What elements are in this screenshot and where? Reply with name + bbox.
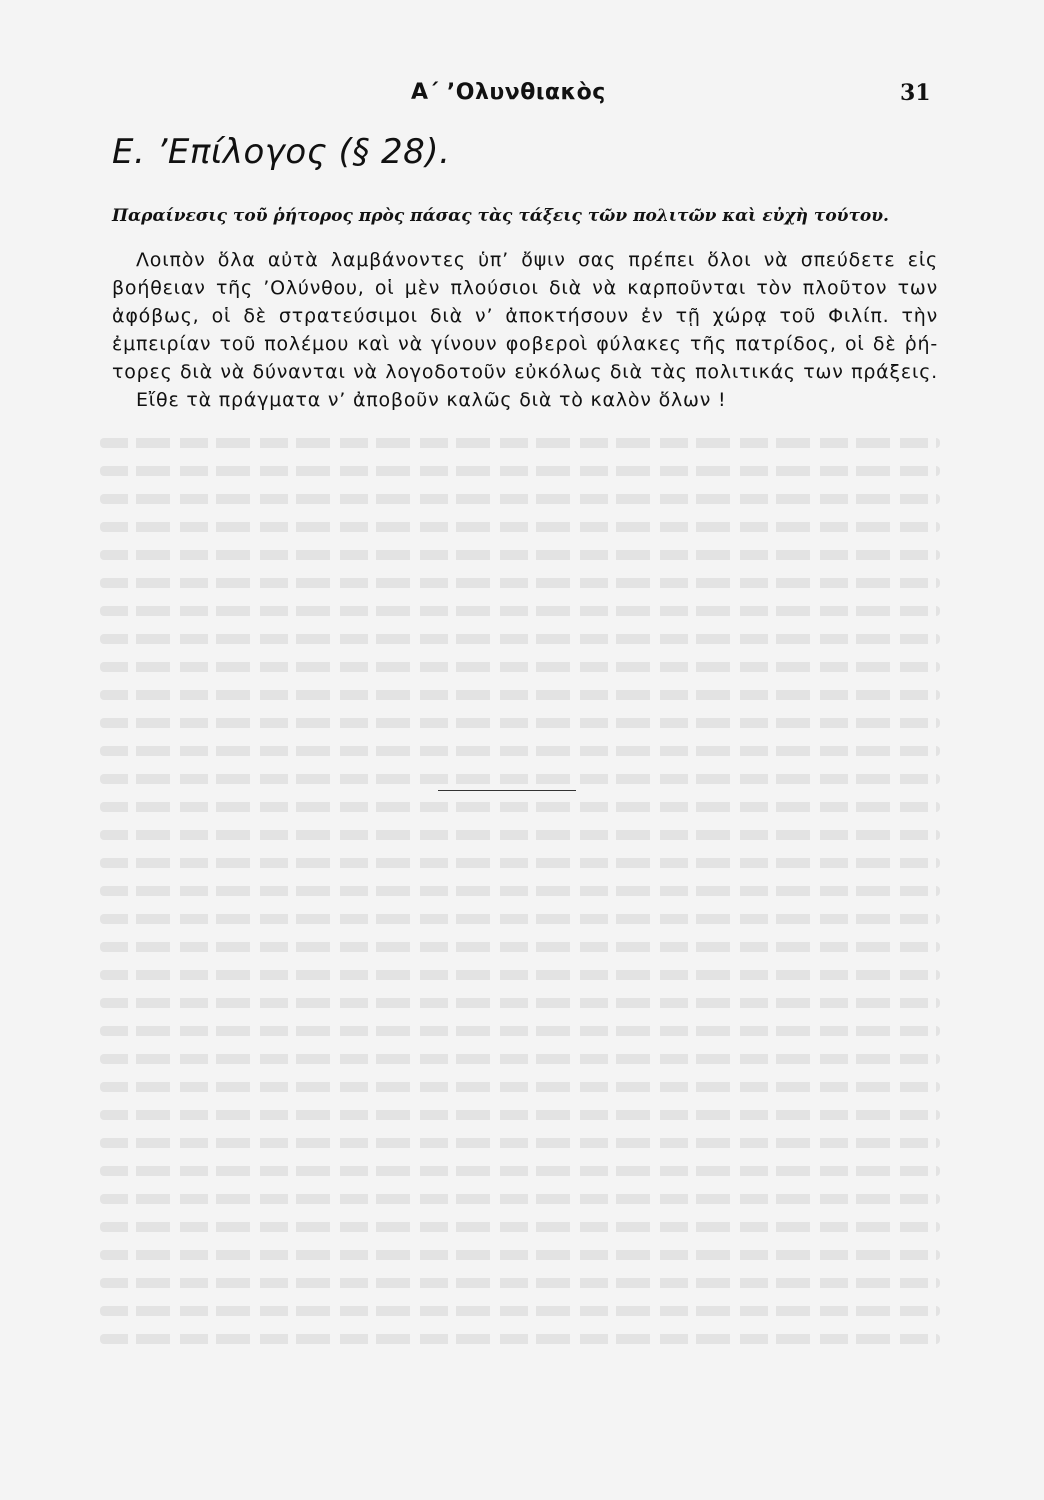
- running-title: Α΄ ’Ολυνθιακὸς: [411, 80, 606, 105]
- body-line: Λοιπὸν ὅλα αὐτὰ λαμβάνοντες ὑπ’ ὄψιν σας πρέπει ὅλοι νὰ σπεύδετε εἰς: [136, 249, 938, 271]
- section-heading: Ε. ’Επίλογος (§ 28).: [112, 132, 451, 172]
- body-line: Εἴθε τὰ πράγματα ν’ ἀποβοῦν καλῶς διὰ τὸ καλὸν ὅλων !: [136, 389, 727, 411]
- section-divider: [438, 790, 576, 791]
- body-line: βοήθειαν τῆς ’Ολύνθου, οἱ μὲν πλούσιοι διὰ νὰ καρποῦνται τὸν πλοῦτον των: [112, 277, 938, 299]
- body-line: ἀφόβως, οἱ δὲ στρατεύσιμοι διὰ ν’ ἀποκτήσουν ἐν τῇ χώρᾳ τοῦ Φιλίπ. τὴν: [112, 305, 938, 327]
- show-through-texture: [100, 420, 940, 1420]
- body-line: ἐμπειρίαν τοῦ πολέμου καὶ νὰ γίνουν φοβεροὶ φύλακες τῆς πατρίδος, οἱ δὲ ῥή-: [112, 333, 938, 355]
- body-paragraph: [112, 246, 938, 414]
- page-number: 31: [900, 80, 931, 106]
- body-line: τορες διὰ νὰ δύνανται νὰ λογοδοτοῦν εὐκόλως διὰ τὰς πολιτικάς των πράξεις.: [112, 361, 938, 383]
- section-subtitle: Παραίνεσις τοῦ ῥήτορος πρὸς πάσας τὰς τάξεις τῶν πολιτῶν καὶ εὐχὴ τούτου.: [112, 206, 889, 226]
